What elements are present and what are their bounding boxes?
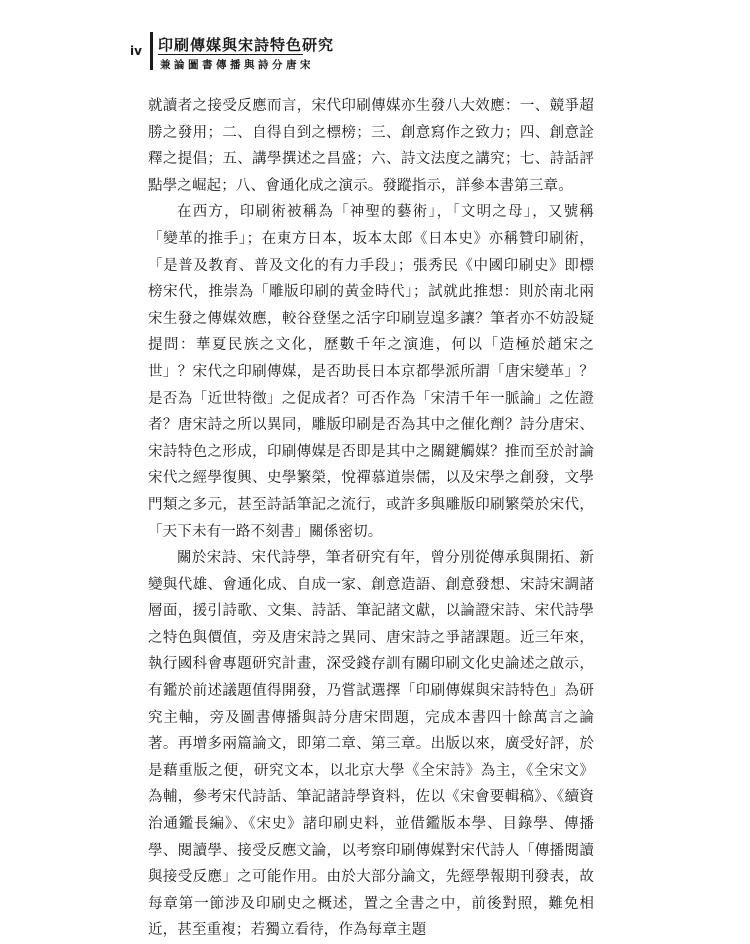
running-head-subtitle: 兼論圖書傳播與詩分唐宋: [160, 59, 314, 71]
paragraph-1: 就讀者之接受反應而言，宋代印刷傳媒亦生發八大效應：一、競爭超勝之發用；二、自得自到之標榜；三、創意寫作之致力；四、創意詮釋之提倡；五、講學撰述之昌盛；六、詩文法度之講究；七、詩話評點學之崛起；八、會通化成之演示。發蹤指示，詳參本書第三章。: [148, 98, 594, 194]
paragraph-2: 在西方，印刷術被稱為「神聖的藝術」，「文明之母」，又號稱「變革的推手」；在東方日本，坂本太郎《日本史》亦稱贊印刷術，「是普及教育、普及文化的有力手段」；張秀民《中國印刷史》即標榜宋代，推崇為「雕版印刷的黃金時代」；試就此推想：則於南北兩宋生發之傳媒效應，較谷登堡之活字印刷豈遑多讓？筆者亦不妨設疑提問：華夏民族之文化，歷數千年之演進，何以「造極於趙宋之世」？宋代之印刷傳媒，是否助長日本京都學派所謂「唐宋變革」？是否為「近世特徵」之促成者？可否作為「宋清千年一脈論」之佐證者？唐宋詩之所以異同，雕版印刷是否為其中之催化劑？詩分唐宋、宋詩特色之形成，印刷傳媒是否即是其中之關鍵觸媒？推而至於討論宋代之經學復興、史學繁榮，悅禪慕道崇儒，以及宋學之創發，文學門類之多元，甚至詩話筆記之流行，或許多與雕版印刷繁榮於宋代，「天下未有一路不刻書」關係密切。: [148, 204, 594, 540]
header-vertical-bar: [150, 32, 153, 70]
header-rule: [158, 54, 303, 55]
paragraph-3: 關於宋詩、宋代詩學，筆者研究有年，曾分別從傳承與開拓、新變與代雄、會通化成、自成一家、創意造語、創意發想、宋詩宋調諸層面，援引詩歌、文集、詩話、筆記諸文獻，以論證宋詩、宋代詩學之特色與價值，旁及唐宋詩之異同、唐宋詩之爭諸課題。近三年來，執行國科會專題研究計畫，深受錢存訓有關印刷文化史論述之啟示，有鑑於前述議題值得開發，乃嘗試選擇「印刷傳媒與宋詩特色」為研究主軸，旁及圖書傳播與詩分唐宋問題，完成本書四十餘萬言之論著。再增多兩篇論文，即第二章、第三章。出版以來，廣受好評，於是藉重版之便，研究文本，以北京大學《全宋詩》為主，《全宋文》為輔，參考宋代詩話、筆記諸詩學資料，佐以《宋會要輯稿》、《續資治通鑑長編》、《宋史》諸印刷史料，並借鑑版本學、目錄學、傳播學、閱讀學、接受反應文論，以考察印刷傳媒對宋代詩人「傳播閱讀與接受反應」之可能作用。由於大部分論文，先經學報期刊發表，故每章第一節涉及印刷史之概述，置之全書之中，前後對照，難免相近，甚至重複；若獨立看待，作為每章主題: [148, 550, 594, 939]
body-text: [148, 93, 594, 944]
page-number: iv: [130, 44, 142, 58]
running-head-title: 印刷傳媒與宋詩特色研究: [158, 36, 335, 54]
